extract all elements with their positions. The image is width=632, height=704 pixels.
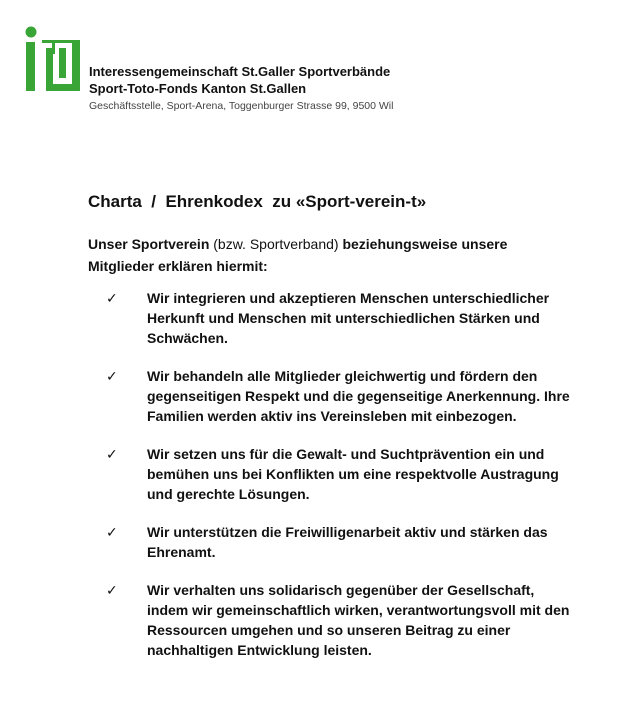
checkmark-icon: ✓ xyxy=(106,290,118,306)
intro-part-2: (bzw. Sportverband) xyxy=(209,236,343,252)
org-address: Geschäftsstelle, Sport-Arena, Toggenburger Strasse 99, 9500 Wil xyxy=(89,100,394,112)
intro-paragraph xyxy=(88,233,558,277)
list-item xyxy=(0,288,632,366)
list-item-text: Wir behandeln alle Mitglieder gleichwertig und fördern den gegenseitigen Respekt und die gegenseitige Anerkennung. Ihre Familien werden aktiv ins Vereinsleben mit einbezogen. xyxy=(147,368,570,424)
org-header xyxy=(89,63,393,114)
charter-list xyxy=(0,288,632,658)
intro-part-3: beziehungsweise unsere Mitglieder erklären hiermit: xyxy=(88,236,508,274)
list-item-text: Wir unterstützen die Freiwilligenarbeit aktiv und stärken das Ehrenamt. xyxy=(147,524,548,560)
list-item-text: Wir setzen uns für die Gewalt- und Suchtprävention ein und bemühen uns bei Konflikten um eine respektvolle Austragung und gerechte Lösungen. xyxy=(147,446,559,502)
page-title: Charta / Ehrenkodex zu «Sport-verein-t» xyxy=(88,192,427,211)
checkmark-icon: ✓ xyxy=(106,368,118,384)
intro-part-1: Unser Sportverein xyxy=(88,236,210,252)
list-item-text: Wir integrieren und akzeptieren Menschen unterschiedlicher Herkunft und Menschen mit unterschiedlichen Stärken und Schwächen. xyxy=(147,290,550,346)
org-name: Interessengemeinschaft St.Galler Sportverbände xyxy=(89,64,391,79)
org-fund: Sport-Toto-Fonds Kanton St.Gallen xyxy=(89,81,307,96)
list-item-text: Wir verhalten uns solidarisch gegenüber der Gesellschaft, indem wir gemeinschaftlich wirken, verantwortungsvoll mit den Ressourcen umgehen und so unseren Beitrag zu einer nachhaltigen Entwicklung leisten. xyxy=(147,582,570,658)
list-item xyxy=(0,580,632,658)
checkmark-icon: ✓ xyxy=(106,524,118,540)
ig-logo-icon xyxy=(22,24,82,94)
checkmark-icon: ✓ xyxy=(106,582,118,598)
list-item xyxy=(0,444,632,522)
list-item xyxy=(0,366,632,444)
checkmark-icon: ✓ xyxy=(106,446,118,462)
list-item xyxy=(0,522,632,580)
